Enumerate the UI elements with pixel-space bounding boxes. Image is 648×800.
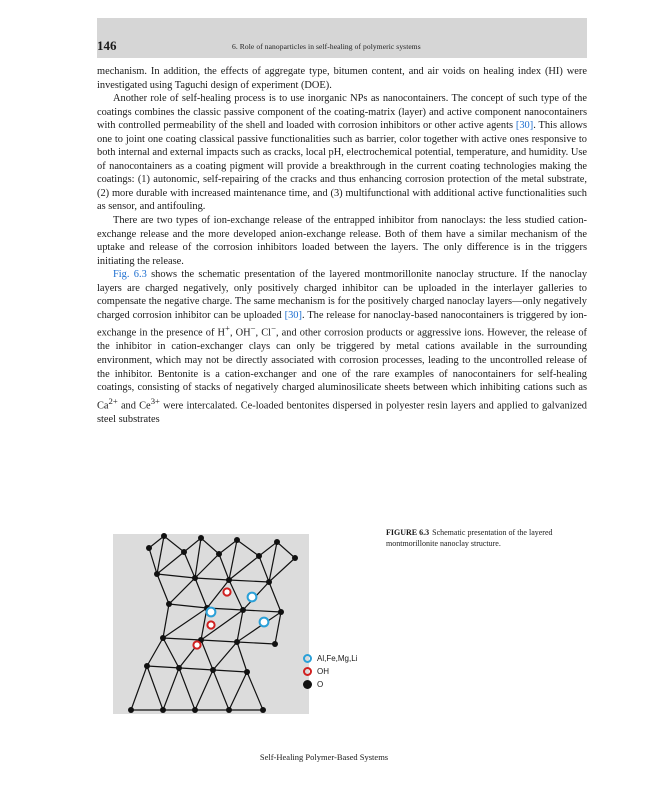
figure-legend xyxy=(303,652,357,691)
paragraph-4-text-d: , Cl xyxy=(255,327,272,339)
header-bar xyxy=(97,18,587,58)
superscript: 3+ xyxy=(150,395,160,406)
superscript: − xyxy=(250,323,256,334)
figure-6-3 xyxy=(97,520,587,720)
paragraph-4-text-g: were intercalated. Ce-loaded bentonites dispersed in polyester resin layers and applied to galvanized steel substrates xyxy=(97,400,588,425)
paragraph-2 xyxy=(97,92,587,214)
montmorillonite-structure-figure xyxy=(109,528,389,720)
legend-item-hydroxyl xyxy=(303,665,357,678)
figure-caption-text: Schematic presentation of the layered montmorillonite nanoclay structure. xyxy=(386,528,553,548)
page-number: 146 xyxy=(97,38,117,53)
legend-item-oxygen xyxy=(303,678,357,691)
filled-black-circle-icon xyxy=(303,680,312,689)
superscript: + xyxy=(225,323,230,334)
superscript: − xyxy=(271,323,276,334)
paragraph-2-text-b: . This allows one to joint one coating classical passive functionalities such as barrier, color together with active ones responsive to both internal and external impacts such as cracks, local pH, electrochemical potential, temperature, and humidity. Use of nanocontainers as a coating pigment will provide a breakthrough in the current coating technologies making the coatings: (1) autonomic, self-repairing of the cracks and thus enhancing corrosion protection of the metal substrate, (2) more durable with increased maintenance time, and (3) multifunctional with additional active functionalities such as sensor, and antifouling. xyxy=(97,120,587,213)
paragraph-4-text-f: and Ce xyxy=(117,400,151,412)
legend-label: Al,Fe,Mg,Li xyxy=(317,654,358,663)
citation-link[interactable]: [30] xyxy=(515,120,534,132)
figure-label: FIGURE 6.3 xyxy=(386,528,430,537)
paragraph-1: mechanism. In addition, the effects of aggregate type, bitumen content, and air voids on healing index (HI) were investigated using Taguchi design of experiment (DOE). xyxy=(97,66,587,91)
open-blue-circle-icon xyxy=(303,654,312,663)
paragraph-4-text-a: shows the schematic presentation of the layered montmorillonite nanoclay structure. If the nanoclay layers are charged negatively, only positively charged inhibitor can be uploaded in the interlayer galleries to compensate the negative charge. The same mechanism is for the positively charged nanoclay layers—only negatively charged corrosion inhibitor can be uploaded xyxy=(97,269,588,321)
paragraph-4-text-b: . The release for nanoclay-based nanocontainers is triggered by ion-exchange in the presence of H xyxy=(97,309,587,339)
body-text xyxy=(97,65,587,426)
citation-link[interactable]: [30] xyxy=(284,309,302,321)
figure-link[interactable]: Fig. 6.3 xyxy=(113,269,147,281)
legend-item-metal xyxy=(303,652,357,665)
paragraph-4-text-c: , OH xyxy=(229,327,251,339)
open-red-circle-icon xyxy=(303,667,312,676)
running-head: 6. Role of nanoparticles in self-healing of polymeric systems xyxy=(232,42,421,51)
paragraph-4-text-e: , and other corrosion products or aggressive ions. However, the release of the inhibitor in cation-exchanger clays can only be triggered by metal cations available in the surrounding environment, which may not be directly associated with corrosion processes, leading to the uncontrolled release of the inhibitor. Bentonite is a cation-exchanger and one of the rare examples of nanocontainers for self-healing coatings, consisting of stacks of negatively charged aluminosilicate sheets between which inhibiting cations such as Ca xyxy=(97,327,588,412)
paragraph-3: There are two types of ion-exchange release of the entrapped inhibitor from nanoclays: the less studied cation-exchange release and the more developed anion-exchange release. Both of them have a similar mechanism of the uptake and release of the corrosion inhibitors loaded between the layers. The only difference is in the triggers initiating the release. xyxy=(97,215,587,267)
figure-caption xyxy=(386,527,586,549)
superscript: 2+ xyxy=(108,395,118,406)
page-footer: Self-Healing Polymer-Based Systems xyxy=(259,752,389,762)
legend-label: OH xyxy=(317,667,329,676)
legend-label: O xyxy=(317,680,324,689)
paragraph-4 xyxy=(97,268,587,426)
paragraph-2-text-a: Another role of self-healing process is to use inorganic NPs as nanocontainers. The concept of such type of the coatings combines the classic passive component of the coating-matrix (layer) and active component nanocontainers with controlled permeability of the shell and loaded with corrosion inhibitors or other active agents xyxy=(97,93,587,132)
